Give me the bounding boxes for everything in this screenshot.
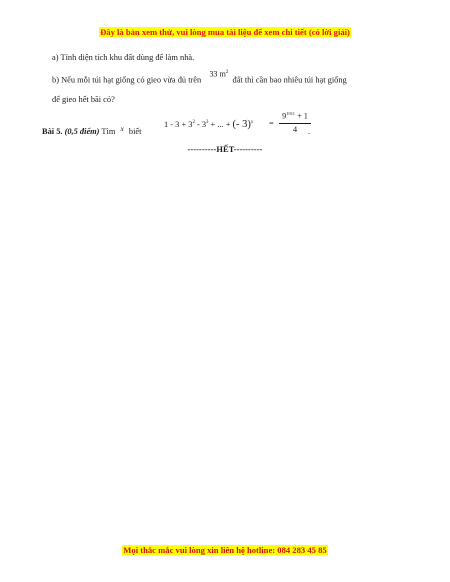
part-b-question-line2: để gieo hết bãi cỏ? bbox=[52, 95, 115, 104]
exercise-5-text-given: biết bbox=[128, 127, 142, 136]
preview-notice-text: Đây là bản xem thử, vui lòng mua tài liệu để xem chi tiết (có lời giải) bbox=[100, 27, 350, 37]
area-value: 33 $m^2$ bbox=[209, 69, 229, 79]
fraction-denominator: 4 bbox=[292, 124, 298, 134]
part-b-text-after: đất thì cần bao nhiêu túi hạt giống bbox=[232, 75, 347, 85]
exercise-5-text-find: Tìm bbox=[101, 127, 116, 136]
end-of-document-marker: ----------HẾT---------- bbox=[187, 145, 263, 154]
exercise-5-points: (0,5 điểm) bbox=[64, 127, 100, 136]
equation-left-side: $1 - 3 + 3^2 - 3^3$ + ... + (- 3)$^x$ bbox=[164, 119, 254, 130]
exercise-5-label: Bài 5. bbox=[42, 127, 63, 136]
equation-equals-sign: = bbox=[269, 119, 274, 128]
hotline-banner bbox=[0, 545, 450, 556]
hotline-text: Mọi thắc mắc vui lòng xin liên hệ hotline: 084 283 45 85 bbox=[123, 545, 327, 555]
part-b-question-line1 bbox=[52, 69, 347, 86]
fraction-numerator: $9^{1011} + 1$ bbox=[279, 108, 311, 124]
part-a-question: a) Tính diện tích khu đất dùng để làm nhà. bbox=[52, 53, 195, 62]
preview-notice-banner bbox=[0, 27, 450, 38]
exercise-5-heading bbox=[42, 126, 141, 137]
equation-period: . bbox=[308, 127, 311, 136]
equation-fraction bbox=[279, 108, 311, 136]
exercise-5-variable: x bbox=[120, 124, 124, 133]
part-b-text-before: b) Nếu mỗi túi hạt giống có gieo vừa đủ trên bbox=[52, 75, 202, 85]
